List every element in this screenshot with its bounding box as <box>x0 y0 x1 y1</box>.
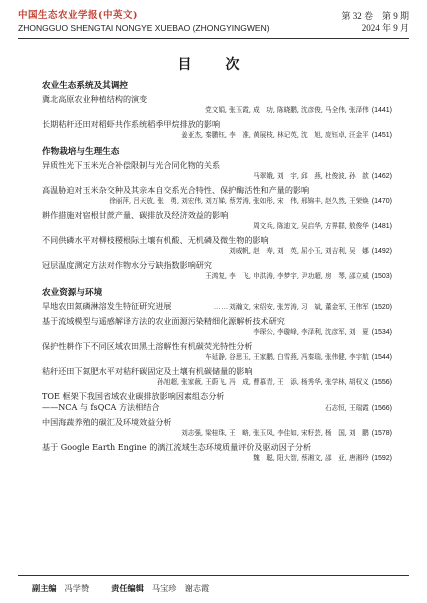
toc-entry[interactable] <box>42 417 392 438</box>
article-authors: 党文娟, 张玉霞, 成 功, 陈晓鹏, 沈彦俊, 马全伟, 张泽伟 <box>205 106 369 114</box>
article-authors: 孙旭超, 张家薇, 王蔚飞, 冯 成, 曹慕青, 王 添, 杨秀华, 张学林, 胡权义 <box>157 378 369 386</box>
article-authors: 姜亚杰, 秦鹏钰, 李 准, 黄展枝, 林记英, 沈 旭, 庞钰卓, 汪金平 <box>181 131 369 139</box>
page-number: (1503) <box>371 273 392 280</box>
toc-entry[interactable] <box>42 94 392 115</box>
toc-entry-row <box>42 130 392 140</box>
article-authors: 徐丽萍, 吕天放, 张 勇, 刘宏伟, 刘万娣, 蔡芳涛, 张如彤, 宋 伟, 邢锦丰, 赵久然, 王荣焕 <box>109 197 369 205</box>
article-authors: 刘瀚文, 宋绍安, 张芳涛, 习 斌, 董金军, 王伟军 <box>229 303 369 311</box>
journal-title-pinyin: ZHONGGUO SHENGTAI NONGYE XUEBAO (ZHONGYINGWEN) <box>18 23 270 33</box>
toc-entry-row <box>42 271 392 281</box>
toc-entry-row <box>42 402 392 413</box>
article-title: 异质性光下玉米光合补偿限制与光合同化物的关系 <box>42 160 221 170</box>
page-number: (1441) <box>371 107 392 114</box>
journal-header-left <box>18 10 270 34</box>
article-title: 旱地农田氮磷淋溶发生特征研究进展 <box>42 301 172 311</box>
table-of-contents <box>42 80 392 467</box>
toc-entry-row <box>42 196 392 206</box>
page-number: (1566) <box>371 405 392 412</box>
article-authors: 王鸿复, 李 飞, 申洪涛, 李梦宇, 尹功超, 房 琴, 邵立威 <box>205 272 369 280</box>
article-authors: 车延静, 谷思玉, 王家鹏, 白雪燕, 冯秦瑞, 张伟健, 李宇航 <box>205 353 369 361</box>
toc-entry-row <box>42 428 392 438</box>
toc-entry-row <box>42 327 392 337</box>
page-number: (1451) <box>371 132 392 139</box>
article-title: 保护性耕作下不同区域农田黑土溶解性有机碳荧光特性分析 <box>42 341 253 351</box>
page-number: (1556) <box>371 379 392 386</box>
toc-entry[interactable] <box>42 316 392 337</box>
journal-title-cn: 中国生态农业学报(中英文) <box>18 10 138 21</box>
toc-entry-row <box>42 301 392 312</box>
volume-issue: 第 32 卷 第 9 期 <box>341 11 409 21</box>
toc-title: 目 次 <box>177 57 250 73</box>
article-subtitle: ——NCA 与 fsQCA 方法相结合 <box>42 402 160 412</box>
toc-entry[interactable] <box>42 260 392 281</box>
toc-entry-row <box>42 221 392 231</box>
toc-entry[interactable] <box>42 210 392 231</box>
toc-entry[interactable] <box>42 160 392 181</box>
page-number: (1534) <box>371 329 392 336</box>
toc-entry[interactable] <box>42 366 392 387</box>
page-number: (1492) <box>371 248 392 255</box>
issue-date: 2024 年 9 月 <box>361 23 409 33</box>
toc-entry[interactable] <box>42 391 392 413</box>
page-number: (1481) <box>371 223 392 230</box>
toc-entry[interactable] <box>42 442 392 463</box>
article-title: 耕作措施对宿根甘蔗产量、碳排放及经济效益的影响 <box>42 210 229 220</box>
editor-credits <box>32 583 231 594</box>
article-title: 高温胁迫对玉米杂交种及其亲本自交系光合特性、保护酶活性和产量的影响 <box>42 185 310 195</box>
deputy-editor-label: 副主编 <box>32 583 57 593</box>
article-authors: 魏 聪, 阳大智, 蔡湘文, 邵 亚, 唐湘玲 <box>253 454 369 462</box>
toc-entry-row <box>42 352 392 362</box>
toc-entry[interactable] <box>42 119 392 140</box>
page-number: (1462) <box>371 173 392 180</box>
page-number: (1544) <box>371 354 392 361</box>
section-heading: 农业生态系统及其调控 <box>42 81 128 91</box>
page-number: (1578) <box>371 430 392 437</box>
article-authors: 李琛公, 李璇峰, 李泽利, 沈彦军, 刘 夏 <box>253 328 369 336</box>
responsible-editor-names: 马宝珍 谢志霞 <box>151 583 210 593</box>
toc-entry-row <box>42 105 392 115</box>
article-authors: 马翠娥, 刘 宇, 邱 燕, 杜俊波, 孙 歆 <box>253 172 369 180</box>
section-heading: 作物栽培与生理生态 <box>42 147 120 157</box>
page-number: (1520) <box>371 304 392 311</box>
article-title: 长期秸秆还田对稻虾共作系统稻季甲烷排放的影响 <box>42 119 221 129</box>
toc-entry-row <box>42 377 392 387</box>
responsible-editor-label: 责任编辑 <box>111 583 144 593</box>
page-number: (1470) <box>371 198 392 205</box>
article-title: 基于 Google Earth Engine 的漓江流域生态环境质量评价及驱动因子分析 <box>42 442 312 452</box>
toc-entry-row <box>42 246 392 256</box>
article-title: 中国海蔬养殖的碳汇及环境效益分析 <box>42 417 172 427</box>
toc-entry-row <box>42 171 392 181</box>
article-authors: 石志恒, 王瑞霞 <box>325 404 369 412</box>
toc-entry[interactable] <box>42 301 392 312</box>
leader-dots: …… <box>213 303 230 311</box>
article-title: 基于流域模型与遥感解译方法的农业面源污染精细化源解析技术研究 <box>42 316 285 326</box>
toc-entry-row <box>42 453 392 463</box>
section-heading: 农业资源与环境 <box>42 288 103 298</box>
page-number: (1592) <box>371 455 392 462</box>
deputy-editor-name: 冯学赞 <box>64 583 90 593</box>
article-authors: 刘威帆, 赵 寿, 刘 英, 屈小玉, 刘吉利, 吴 娜 <box>229 247 369 255</box>
journal-header-right <box>341 10 409 34</box>
toc-entry[interactable] <box>42 235 392 256</box>
toc-entry[interactable] <box>42 341 392 362</box>
article-title: 不同供磷水平对柳枝稷根际土壤有机酸、无机磷及微生物的影响 <box>42 235 269 245</box>
article-title: TOE 框架下我国省域农业碳排放影响因素组态分析 <box>42 391 225 401</box>
article-authors: 周文兵, 陈迪文, 吴启华, 方界群, 敖俊华 <box>253 222 369 230</box>
article-title: 冀北高原农业种植结构的演变 <box>42 94 148 104</box>
article-title: 秸秆还田下氮肥水平对秸秆碳固定及土壤有机碳储量的影响 <box>42 366 253 376</box>
article-authors: 刘志强, 梁桂珠, 王 略, 张玉凤, 李佳如, 宋籽芸, 杨 国, 刘 鹏 <box>181 429 369 437</box>
toc-entry[interactable] <box>42 185 392 206</box>
article-title: 冠层温度测定方法对作物水分亏缺指数影响研究 <box>42 260 212 270</box>
footer-divider <box>18 575 409 576</box>
header-divider <box>18 38 409 39</box>
